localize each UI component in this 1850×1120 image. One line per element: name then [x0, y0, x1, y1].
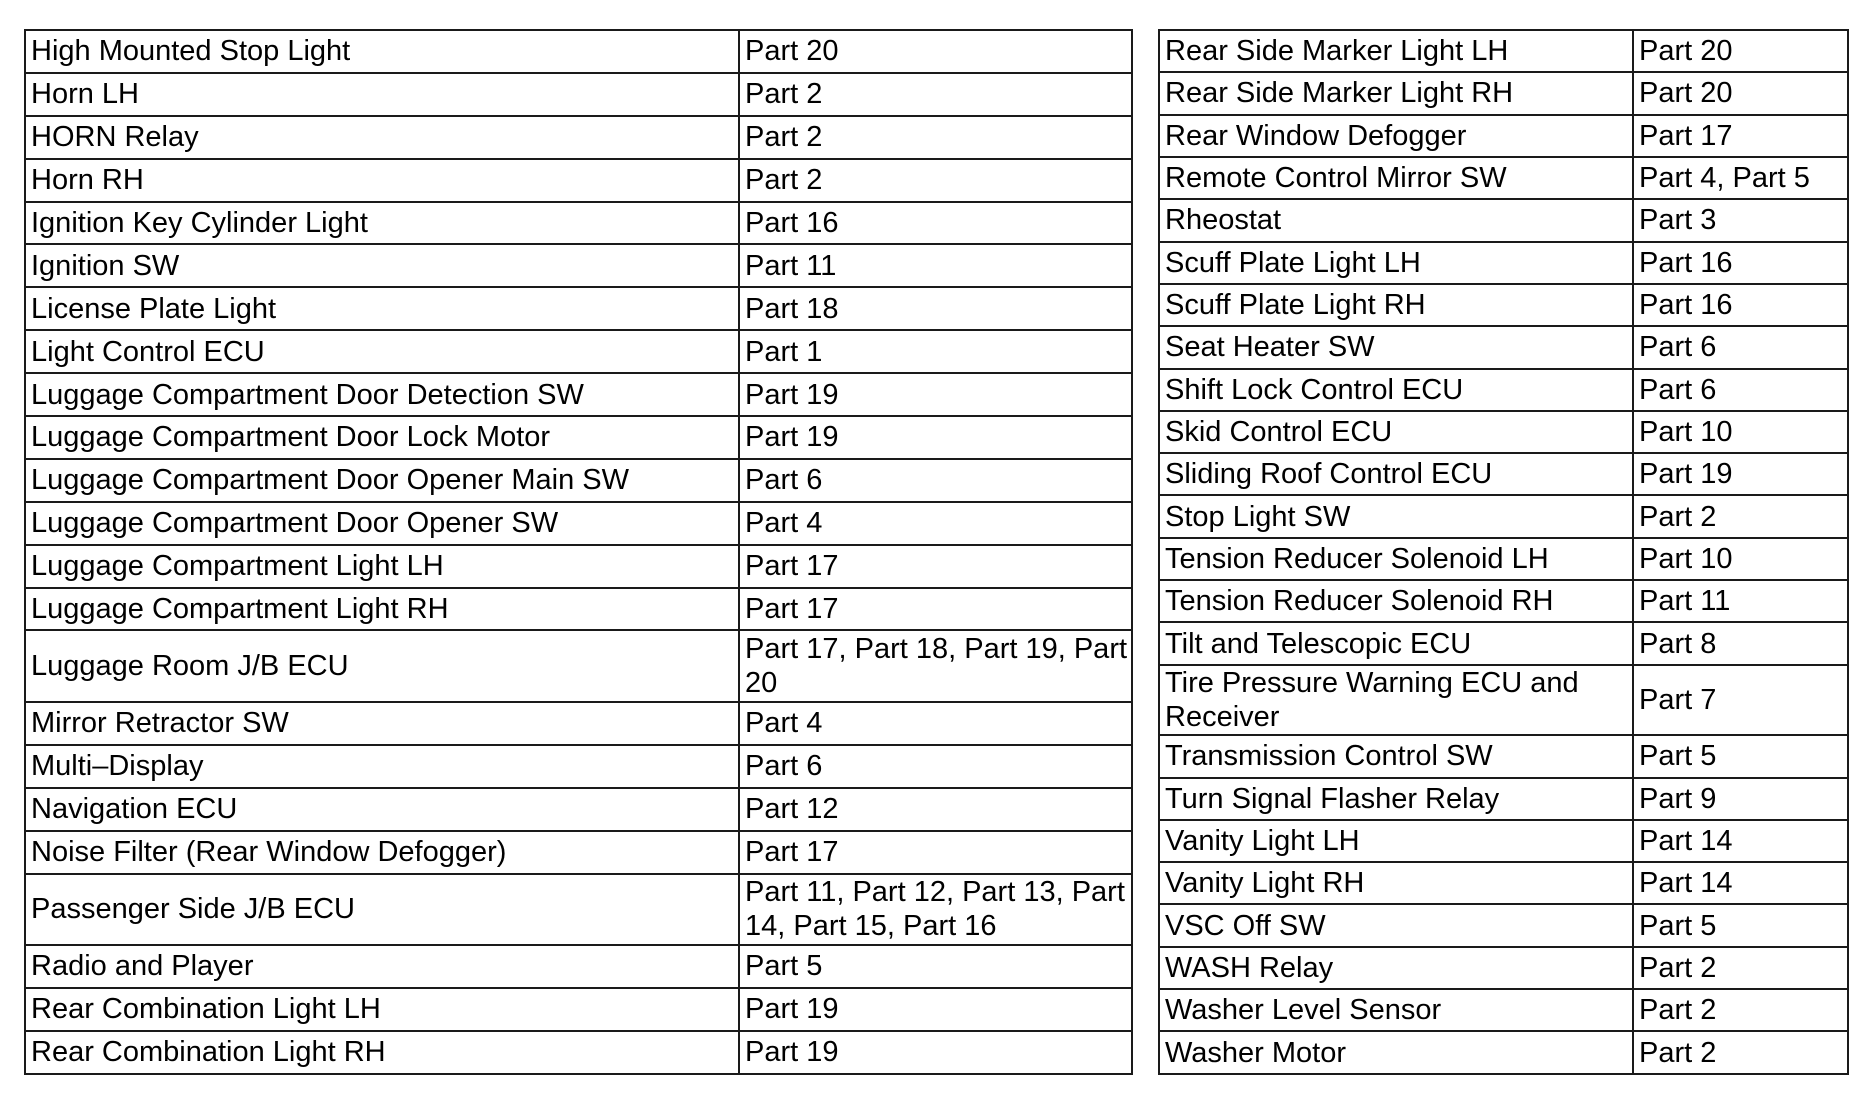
- component-name: Luggage Compartment Light LH: [25, 545, 739, 588]
- part-reference: Part 20: [1633, 72, 1848, 114]
- component-name: Light Control ECU: [25, 330, 739, 373]
- component-name: Scuff Plate Light RH: [1159, 284, 1633, 326]
- part-reference: Part 17: [739, 831, 1132, 874]
- component-name: Tire Pressure Warning ECU and Receiver: [1159, 665, 1633, 736]
- table-row: [1159, 369, 1848, 411]
- component-name: High Mounted Stop Light: [25, 30, 739, 73]
- table-row: [1159, 862, 1848, 904]
- part-reference: Part 6: [739, 459, 1132, 502]
- table-row: [25, 545, 1132, 588]
- table-row: [1159, 820, 1848, 862]
- part-reference: Part 3: [1633, 199, 1848, 241]
- part-reference: Part 2: [739, 116, 1132, 159]
- component-name: Rheostat: [1159, 199, 1633, 241]
- part-reference: Part 10: [1633, 411, 1848, 453]
- part-reference: Part 19: [739, 988, 1132, 1031]
- component-name: Washer Level Sensor: [1159, 989, 1633, 1031]
- table-row: [1159, 411, 1848, 453]
- component-name: Shift Lock Control ECU: [1159, 369, 1633, 411]
- component-name: Luggage Compartment Light RH: [25, 588, 739, 631]
- table-row: [1159, 1031, 1848, 1074]
- part-reference: Part 10: [1633, 538, 1848, 580]
- part-reference: Part 5: [739, 945, 1132, 988]
- component-name: Tilt and Telescopic ECU: [1159, 622, 1633, 664]
- table-row: [25, 244, 1132, 287]
- component-name: Tension Reducer Solenoid LH: [1159, 538, 1633, 580]
- part-reference: Part 8: [1633, 622, 1848, 664]
- part-reference: Part 20: [739, 30, 1132, 73]
- part-reference: Part 19: [739, 373, 1132, 416]
- component-name: VSC Off SW: [1159, 904, 1633, 946]
- table-row: [25, 630, 1132, 702]
- table-row: [25, 287, 1132, 330]
- component-name: Vanity Light RH: [1159, 862, 1633, 904]
- component-name: Ignition SW: [25, 244, 739, 287]
- table-row: [25, 745, 1132, 788]
- component-name: Rear Window Defogger: [1159, 115, 1633, 157]
- component-name: Turn Signal Flasher Relay: [1159, 778, 1633, 820]
- component-name: Luggage Compartment Door Opener SW: [25, 502, 739, 545]
- component-name: Seat Heater SW: [1159, 326, 1633, 368]
- component-index: [24, 29, 1845, 1075]
- table-row: [1159, 326, 1848, 368]
- part-reference: Part 7: [1633, 665, 1848, 736]
- part-reference: Part 20: [1633, 30, 1848, 72]
- component-name: Tension Reducer Solenoid RH: [1159, 580, 1633, 622]
- component-name: Passenger Side J/B ECU: [25, 874, 739, 946]
- column-gap: [1133, 29, 1158, 1075]
- table-row: [1159, 495, 1848, 537]
- table-row: [25, 330, 1132, 373]
- component-name: Stop Light SW: [1159, 495, 1633, 537]
- component-name: Washer Motor: [1159, 1031, 1633, 1074]
- table-row: [1159, 947, 1848, 989]
- component-name: Multi–Display: [25, 745, 739, 788]
- table-row: [1159, 72, 1848, 114]
- table-row: [25, 988, 1132, 1031]
- part-reference: Part 1: [739, 330, 1132, 373]
- table-row: [25, 202, 1132, 245]
- table-row: [1159, 284, 1848, 326]
- component-name: Navigation ECU: [25, 788, 739, 831]
- table-row: [1159, 622, 1848, 664]
- part-reference: Part 11: [1633, 580, 1848, 622]
- table-row: [25, 459, 1132, 502]
- table-row: [1159, 778, 1848, 820]
- component-name: Skid Control ECU: [1159, 411, 1633, 453]
- table-row: [1159, 242, 1848, 284]
- table-row: [25, 416, 1132, 459]
- part-reference: Part 16: [739, 202, 1132, 245]
- table-row: [25, 1031, 1132, 1074]
- component-name: Transmission Control SW: [1159, 735, 1633, 777]
- part-reference: Part 2: [739, 73, 1132, 116]
- component-name: Scuff Plate Light LH: [1159, 242, 1633, 284]
- table-row: [25, 159, 1132, 202]
- component-name: Horn RH: [25, 159, 739, 202]
- component-name: Luggage Compartment Door Opener Main SW: [25, 459, 739, 502]
- component-name: Horn LH: [25, 73, 739, 116]
- table-row: [25, 874, 1132, 946]
- part-reference: Part 17: [739, 588, 1132, 631]
- part-reference: Part 19: [1633, 453, 1848, 495]
- table-row: [1159, 580, 1848, 622]
- part-reference: Part 4, Part 5: [1633, 157, 1848, 199]
- part-reference: Part 2: [1633, 1031, 1848, 1074]
- component-name: Luggage Room J/B ECU: [25, 630, 739, 702]
- component-name: Rear Side Marker Light RH: [1159, 72, 1633, 114]
- table-row: [1159, 904, 1848, 946]
- part-reference: Part 12: [739, 788, 1132, 831]
- table-row: [25, 831, 1132, 874]
- table-row: [1159, 989, 1848, 1031]
- part-reference: Part 17: [739, 545, 1132, 588]
- table-row: [1159, 538, 1848, 580]
- component-name: Sliding Roof Control ECU: [1159, 453, 1633, 495]
- component-name: Ignition Key Cylinder Light: [25, 202, 739, 245]
- part-reference: Part 4: [739, 502, 1132, 545]
- part-reference: Part 11: [739, 244, 1132, 287]
- part-reference: Part 16: [1633, 242, 1848, 284]
- table-row: [25, 373, 1132, 416]
- part-reference: Part 6: [1633, 326, 1848, 368]
- part-reference: Part 2: [1633, 947, 1848, 989]
- table-row: [25, 788, 1132, 831]
- table-row: [25, 588, 1132, 631]
- table-row: [25, 502, 1132, 545]
- table-row: [25, 945, 1132, 988]
- table-row: [1159, 453, 1848, 495]
- component-name: License Plate Light: [25, 287, 739, 330]
- part-reference: Part 14: [1633, 862, 1848, 904]
- part-reference: Part 16: [1633, 284, 1848, 326]
- component-name: Rear Side Marker Light LH: [1159, 30, 1633, 72]
- part-reference: Part 11, Part 12, Part 13, Part 14, Part 15, Part 16: [739, 874, 1132, 946]
- component-name: Radio and Player: [25, 945, 739, 988]
- component-table-left: [24, 29, 1133, 1075]
- table-row: [1159, 157, 1848, 199]
- component-name: Luggage Compartment Door Lock Motor: [25, 416, 739, 459]
- component-name: WASH Relay: [1159, 947, 1633, 989]
- table-row: [1159, 665, 1848, 736]
- component-table-right: [1158, 29, 1849, 1075]
- part-reference: Part 2: [1633, 495, 1848, 537]
- part-reference: Part 19: [739, 416, 1132, 459]
- part-reference: Part 9: [1633, 778, 1848, 820]
- table-row: [25, 73, 1132, 116]
- table-row: [25, 702, 1132, 745]
- part-reference: Part 18: [739, 287, 1132, 330]
- part-reference: Part 5: [1633, 735, 1848, 777]
- component-name: Remote Control Mirror SW: [1159, 157, 1633, 199]
- part-reference: Part 5: [1633, 904, 1848, 946]
- part-reference: Part 6: [1633, 369, 1848, 411]
- part-reference: Part 4: [739, 702, 1132, 745]
- component-name: HORN Relay: [25, 116, 739, 159]
- table-row: [1159, 735, 1848, 777]
- table-row: [25, 30, 1132, 73]
- component-name: Luggage Compartment Door Detection SW: [25, 373, 739, 416]
- part-reference: Part 6: [739, 745, 1132, 788]
- component-name: Vanity Light LH: [1159, 820, 1633, 862]
- table-row: [25, 116, 1132, 159]
- component-name: Rear Combination Light RH: [25, 1031, 739, 1074]
- part-reference: Part 19: [739, 1031, 1132, 1074]
- part-reference: Part 17, Part 18, Part 19, Part 20: [739, 630, 1132, 702]
- part-reference: Part 2: [739, 159, 1132, 202]
- table-row: [1159, 30, 1848, 72]
- part-reference: Part 14: [1633, 820, 1848, 862]
- part-reference: Part 17: [1633, 115, 1848, 157]
- component-name: Mirror Retractor SW: [25, 702, 739, 745]
- component-name: Rear Combination Light LH: [25, 988, 739, 1031]
- table-row: [1159, 199, 1848, 241]
- component-name: Noise Filter (Rear Window Defogger): [25, 831, 739, 874]
- part-reference: Part 2: [1633, 989, 1848, 1031]
- table-row: [1159, 115, 1848, 157]
